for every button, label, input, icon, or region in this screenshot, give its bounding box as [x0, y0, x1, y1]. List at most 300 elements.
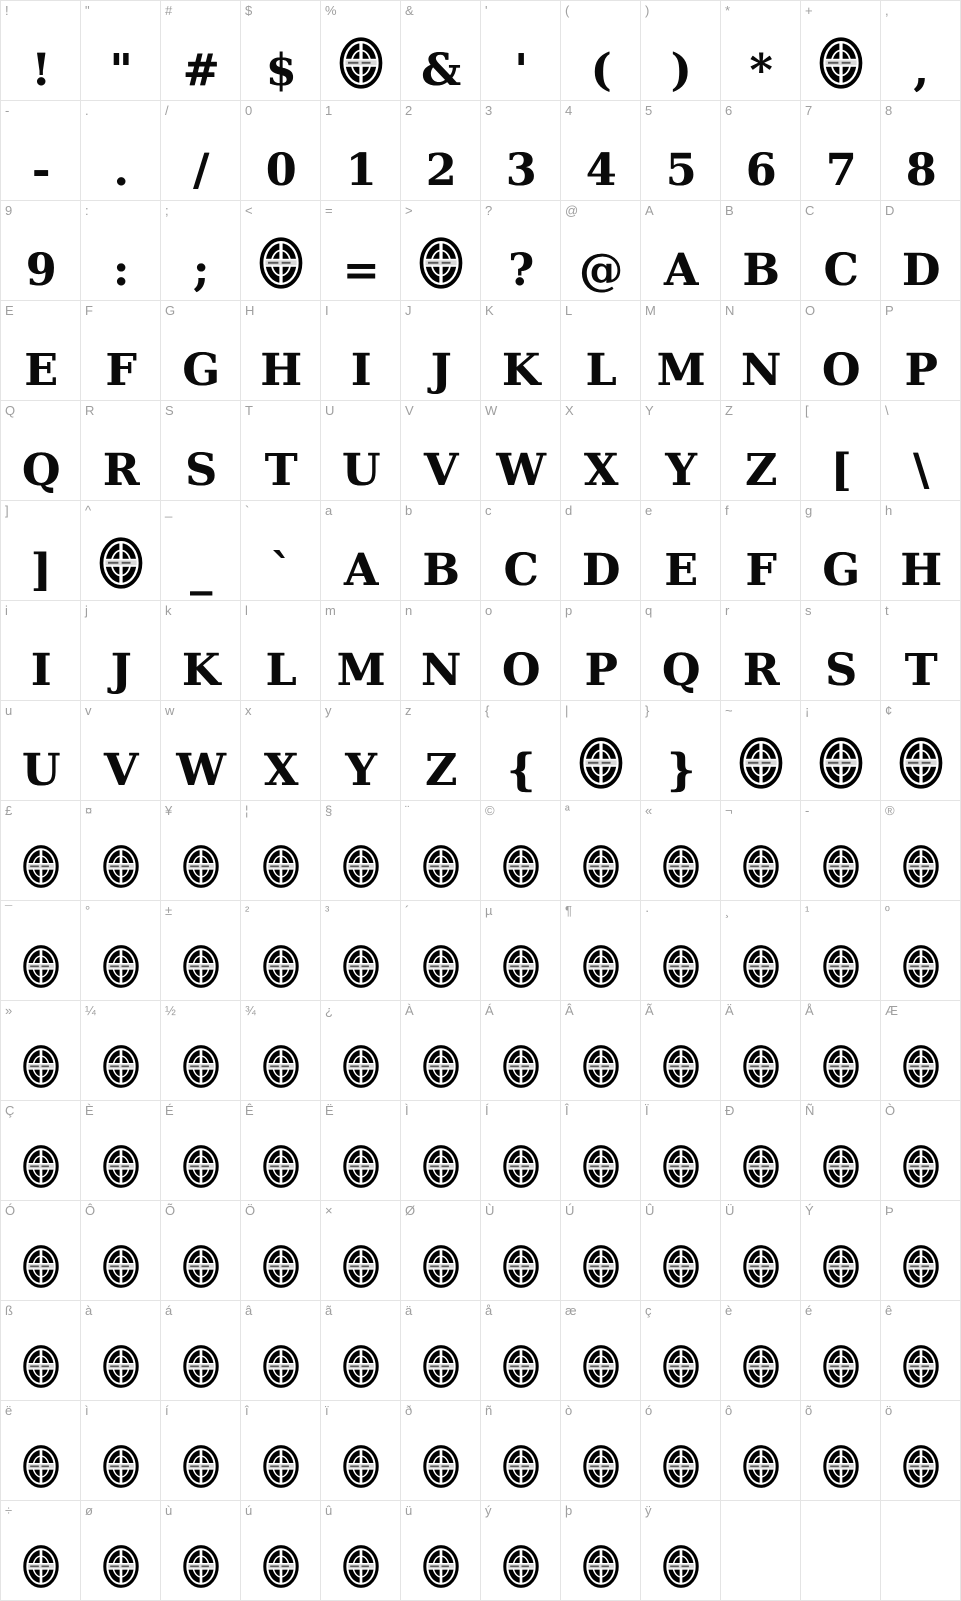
notdef-logo-icon [23, 1344, 59, 1389]
cell-label: × [325, 1203, 333, 1218]
cell-label: ; [165, 203, 169, 218]
notdef-logo-icon [343, 1544, 379, 1589]
cell-label: á [165, 1303, 173, 1318]
cell-glyph: : [112, 245, 129, 296]
cell-glyph: - [31, 145, 50, 196]
charmap-cell [321, 1201, 401, 1301]
charmap-cell [561, 1501, 641, 1601]
cell-label: Ã [645, 1003, 654, 1018]
notdef-logo-icon [818, 37, 864, 89]
cell-glyph: E [24, 345, 57, 396]
cell-label: Ì [405, 1103, 409, 1118]
charmap-cell [1, 1201, 81, 1301]
cell-label: ö [885, 1403, 893, 1418]
cell-glyph: } [666, 745, 695, 796]
cell-glyph: " [109, 45, 132, 96]
cell-label: ÿ [645, 1503, 652, 1518]
charmap-cell [401, 801, 481, 901]
cell-label: Ë [325, 1103, 334, 1118]
charmap-cell [481, 1401, 561, 1501]
cell-label: æ [565, 1303, 577, 1318]
cell-label: I [325, 303, 329, 318]
cell-glyph: A [663, 245, 698, 296]
charmap-cell [1, 701, 81, 801]
charmap-cell [241, 601, 321, 701]
charmap-cell [401, 1501, 481, 1601]
cell-glyph: K [181, 645, 220, 696]
cell-glyph: \ [912, 445, 929, 496]
charmap-cell [801, 1101, 881, 1201]
cell-label: ? [485, 203, 493, 218]
cell-glyph: P [584, 645, 617, 696]
charmap-cell [561, 1201, 641, 1301]
cell-label: ì [85, 1403, 89, 1418]
cell-label: c [485, 503, 492, 518]
notdef-logo-icon [743, 944, 779, 989]
charmap-cell [1, 1301, 81, 1401]
cell-label: r [725, 603, 730, 618]
charmap-cell [561, 101, 641, 201]
cell-label: í [165, 1403, 169, 1418]
charmap-cell [1, 301, 81, 401]
cell-label: ° [85, 903, 91, 918]
cell-label: V [405, 403, 414, 418]
cell-label: Z [725, 403, 733, 418]
charmap-cell [801, 1301, 881, 1401]
notdef-logo-icon [103, 1044, 139, 1089]
notdef-logo-icon [183, 844, 219, 889]
charmap-cell [81, 301, 161, 401]
cell-label: Á [485, 1003, 494, 1018]
cell-label: ë [5, 1403, 13, 1418]
cell-label: C [805, 203, 815, 218]
notdef-logo-icon [823, 844, 859, 889]
cell-label: ä [405, 1303, 413, 1318]
charmap-cell [401, 1101, 481, 1201]
charmap-cell [641, 401, 721, 501]
charmap-cell [641, 1401, 721, 1501]
charmap-cell [721, 301, 801, 401]
cell-label: è [725, 1303, 733, 1318]
notdef-logo-icon [663, 1044, 699, 1089]
charmap-cell [881, 401, 961, 501]
cell-glyph: ? [508, 245, 533, 296]
charmap-cell [881, 1501, 961, 1601]
cell-label: ù [165, 1503, 173, 1518]
charmap-cell [321, 1401, 401, 1501]
charmap-cell [401, 1, 481, 101]
charmap-cell [81, 1401, 161, 1501]
cell-label: º [885, 903, 890, 918]
cell-label: ´ [405, 903, 410, 918]
charmap-cell [561, 1, 641, 101]
charmap-cell [721, 1401, 801, 1501]
cell-label: · [645, 903, 650, 918]
cell-glyph: L [585, 345, 616, 396]
cell-glyph: H [260, 345, 301, 396]
cell-label: p [565, 603, 573, 618]
charmap-cell [561, 401, 641, 501]
cell-label: J [405, 303, 412, 318]
cell-label: d [565, 503, 573, 518]
cell-label: ô [725, 1403, 733, 1418]
notdef-logo-icon [903, 1144, 939, 1189]
charmap-cell [321, 1501, 401, 1601]
cell-glyph: I [30, 645, 51, 696]
cell-label: Ú [565, 1203, 575, 1218]
charmap-cell [401, 701, 481, 801]
notdef-logo-icon [423, 1044, 459, 1089]
cell-label: Ê [245, 1103, 254, 1118]
notdef-logo-icon [903, 944, 939, 989]
charmap-cell [1, 801, 81, 901]
charmap-cell [881, 301, 961, 401]
cell-glyph: 2 [425, 145, 456, 196]
charmap-cell [801, 1401, 881, 1501]
cell-glyph: 3 [505, 145, 536, 196]
notdef-logo-icon [258, 237, 304, 289]
charmap-cell [801, 101, 881, 201]
cell-glyph: V [423, 445, 458, 496]
charmap-cell [241, 801, 321, 901]
cell-label: ® [885, 803, 895, 818]
cell-glyph: V [103, 745, 138, 796]
cell-glyph: / [192, 145, 209, 196]
notdef-logo-icon [23, 1544, 59, 1589]
charmap-cell [161, 701, 241, 801]
charmap-cell [881, 501, 961, 601]
charmap-cell [801, 1201, 881, 1301]
notdef-logo-icon [743, 1044, 779, 1089]
charmap-cell [641, 201, 721, 301]
notdef-logo-icon [263, 844, 299, 889]
charmap-cell [161, 1101, 241, 1201]
cell-label: 9 [5, 203, 13, 218]
charmap-cell [321, 901, 401, 1001]
cell-label: ~ [725, 703, 733, 718]
cell-label: v [85, 703, 92, 718]
cell-label: ¹ [805, 903, 810, 918]
cell-label: ð [405, 1403, 413, 1418]
cell-glyph: U [21, 745, 60, 796]
charmap-cell [561, 1301, 641, 1401]
notdef-logo-icon [663, 1244, 699, 1289]
cell-label: ø [85, 1503, 93, 1518]
charmap-cell [241, 1, 321, 101]
charmap-cell [161, 1301, 241, 1401]
cell-glyph: ` [270, 545, 291, 596]
notdef-logo-icon [743, 1144, 779, 1189]
notdef-logo-icon [338, 37, 384, 89]
cell-label: ÷ [5, 1503, 13, 1518]
notdef-logo-icon [583, 1544, 619, 1589]
cell-label: ¤ [85, 803, 93, 818]
notdef-logo-icon [663, 1344, 699, 1389]
cell-glyph: O [821, 345, 860, 396]
charmap-cell [641, 701, 721, 801]
charmap-cell [881, 1101, 961, 1201]
cell-label: H [245, 303, 255, 318]
cell-label: ] [5, 503, 9, 518]
cell-label: , [885, 3, 889, 18]
cell-label: n [405, 603, 413, 618]
cell-label: P [885, 303, 894, 318]
notdef-logo-icon [583, 1444, 619, 1489]
charmap-cell [881, 801, 961, 901]
cell-label: G [165, 303, 176, 318]
notdef-logo-icon [738, 737, 784, 789]
cell-label: ` [245, 503, 250, 518]
cell-label: y [325, 703, 332, 718]
notdef-logo-icon [263, 1344, 299, 1389]
charmap-cell [321, 601, 401, 701]
cell-glyph: O [501, 645, 540, 696]
charmap-cell [881, 901, 961, 1001]
charmap-cell [641, 1301, 721, 1401]
cell-label: â [245, 1303, 253, 1318]
cell-label: þ [565, 1503, 573, 1518]
cell-label: 0 [245, 103, 253, 118]
notdef-logo-icon [503, 944, 539, 989]
cell-label: x [245, 703, 252, 718]
charmap-cell [161, 101, 241, 201]
notdef-logo-icon [743, 844, 779, 889]
charmap-cell [881, 1, 961, 101]
notdef-logo-icon [663, 944, 699, 989]
cell-label: F [85, 303, 93, 318]
cell-label: ï [325, 1403, 329, 1418]
charmap-cell [1, 101, 81, 201]
charmap-cell [721, 1001, 801, 1101]
cell-label: ¼ [85, 1003, 96, 1018]
charmap-cell [241, 301, 321, 401]
charmap-cell [161, 1201, 241, 1301]
notdef-logo-icon [263, 1544, 299, 1589]
charmap-cell [81, 1501, 161, 1601]
cell-label: _ [165, 503, 173, 518]
notdef-logo-icon [423, 1144, 459, 1189]
cell-label: Ù [485, 1203, 495, 1218]
cell-glyph: ! [31, 45, 50, 96]
cell-label: B [725, 203, 734, 218]
charmap-cell [481, 701, 561, 801]
charmap-cell [161, 801, 241, 901]
cell-label: ê [885, 1303, 893, 1318]
cell-label: Ä [725, 1003, 734, 1018]
cell-glyph: X [263, 745, 298, 796]
cell-glyph: R [102, 445, 139, 496]
charmap-cell [401, 401, 481, 501]
cell-glyph: D [901, 245, 940, 296]
charmap-cell [81, 1, 161, 101]
cell-glyph: J [430, 345, 451, 396]
cell-label: õ [805, 1403, 813, 1418]
notdef-logo-icon [743, 1344, 779, 1389]
charmap-cell [481, 901, 561, 1001]
notdef-logo-icon [818, 737, 864, 789]
notdef-logo-icon [583, 1044, 619, 1089]
charmap-cell [561, 501, 641, 601]
notdef-logo-icon [583, 944, 619, 989]
cell-label: L [565, 303, 573, 318]
cell-label: O [805, 303, 816, 318]
cell-label: t [885, 603, 889, 618]
cell-glyph: = [342, 245, 379, 296]
cell-label: £ [5, 803, 13, 818]
cell-label: µ [485, 903, 493, 918]
cell-glyph: X [583, 445, 618, 496]
cell-label: | [565, 703, 569, 718]
charmap-cell [241, 1501, 321, 1601]
cell-glyph: T [904, 645, 937, 696]
cell-label: ü [405, 1503, 413, 1518]
charmap-cell [881, 601, 961, 701]
charmap-cell [481, 101, 561, 201]
notdef-logo-icon [503, 1544, 539, 1589]
charmap-cell [401, 301, 481, 401]
cell-glyph: & [421, 45, 460, 96]
cell-label: f [725, 503, 729, 518]
charmap-cell [641, 601, 721, 701]
cell-label: 3 [485, 103, 493, 118]
cell-label: Å [805, 1003, 814, 1018]
cell-label: Q [5, 403, 16, 418]
notdef-logo-icon [903, 1244, 939, 1289]
notdef-logo-icon [343, 1344, 379, 1389]
cell-label: È [85, 1103, 94, 1118]
charmap-cell [801, 1501, 881, 1601]
charmap-cell [481, 401, 561, 501]
notdef-logo-icon [343, 1244, 379, 1289]
notdef-logo-icon [743, 1444, 779, 1489]
cell-label: Â [565, 1003, 574, 1018]
charmap-cell [481, 1501, 561, 1601]
notdef-logo-icon [263, 1044, 299, 1089]
cell-glyph: M [656, 345, 705, 396]
notdef-logo-icon [23, 1144, 59, 1189]
charmap-cell [161, 1401, 241, 1501]
charmap-cell [641, 101, 721, 201]
cell-label: q [645, 603, 653, 618]
cell-label: û [325, 1503, 333, 1518]
cell-label: [ [805, 403, 809, 418]
cell-glyph: 6 [745, 145, 776, 196]
notdef-logo-icon [343, 1444, 379, 1489]
cell-label: e [645, 503, 653, 518]
cell-glyph: N [420, 645, 461, 696]
cell-label: Î [565, 1103, 569, 1118]
cell-label: T [245, 403, 253, 418]
cell-glyph: * [749, 45, 772, 96]
notdef-logo-icon [103, 944, 139, 989]
notdef-logo-icon [23, 844, 59, 889]
charmap-cell [81, 701, 161, 801]
charmap-cell [161, 1001, 241, 1101]
cell-label: Ó [5, 1203, 16, 1218]
cell-label: } [645, 703, 650, 718]
cell-glyph: 8 [905, 145, 936, 196]
cell-label: ) [645, 3, 650, 18]
charmap-cell [721, 1101, 801, 1201]
cell-label: ¢ [885, 703, 893, 718]
cell-glyph: ' [514, 45, 527, 96]
notdef-logo-icon [503, 1344, 539, 1389]
cell-label: + [805, 3, 813, 18]
notdef-logo-icon [103, 844, 139, 889]
cell-label: m [325, 603, 336, 618]
cell-glyph: B [742, 245, 779, 296]
charmap-cell [81, 1201, 161, 1301]
cell-label: R [85, 403, 95, 418]
charmap-cell [321, 1101, 401, 1201]
charmap-cell [481, 801, 561, 901]
cell-label: S [165, 403, 174, 418]
charmap-cell [721, 701, 801, 801]
cell-label: Ý [805, 1203, 814, 1218]
cell-label: Ø [405, 1203, 416, 1218]
cell-label: # [165, 3, 173, 18]
cell-label: » [5, 1003, 13, 1018]
cell-glyph: Y [665, 445, 696, 496]
cell-glyph: , [913, 45, 928, 96]
cell-glyph: M [336, 645, 385, 696]
cell-label: É [165, 1103, 174, 1118]
charmap-cell [81, 801, 161, 901]
cell-label: W [485, 403, 498, 418]
charmap-cell [721, 1, 801, 101]
notdef-logo-icon [343, 1044, 379, 1089]
notdef-logo-icon [183, 1044, 219, 1089]
cell-glyph: 0 [265, 145, 296, 196]
charmap-cell [481, 1, 561, 101]
cell-glyph: D [581, 545, 620, 596]
charmap-cell [721, 1501, 801, 1601]
cell-glyph: ( [590, 45, 611, 96]
cell-label: z [405, 703, 412, 718]
charmap-cell [481, 1001, 561, 1101]
cell-label: Æ [885, 1003, 898, 1018]
charmap-cell [321, 1301, 401, 1401]
charmap-cell [561, 701, 641, 801]
cell-glyph: S [825, 645, 856, 696]
charmap-cell [721, 901, 801, 1001]
cell-label: E [5, 303, 14, 318]
cell-glyph: Z [744, 445, 777, 496]
cell-label: ¬ [725, 803, 733, 818]
charmap-cell [801, 801, 881, 901]
cell-label: Û [645, 1203, 655, 1218]
notdef-logo-icon [418, 237, 464, 289]
charmap-cell [401, 101, 481, 201]
charmap-cell [641, 1001, 721, 1101]
cell-glyph: W [496, 445, 545, 496]
charmap-cell [721, 401, 801, 501]
cell-label: * [725, 3, 731, 18]
charmap-cell [161, 501, 241, 601]
notdef-logo-icon [98, 537, 144, 589]
charmap-cell [881, 1001, 961, 1101]
notdef-logo-icon [183, 1244, 219, 1289]
cell-label: ó [645, 1403, 653, 1418]
cell-glyph: Z [424, 745, 457, 796]
charmap-cell [81, 501, 161, 601]
notdef-logo-icon [103, 1544, 139, 1589]
notdef-logo-icon [183, 1344, 219, 1389]
charmap-cell [561, 301, 641, 401]
charmap-cell [481, 1201, 561, 1301]
cell-label: ¿ [325, 1003, 333, 1018]
charmap-cell [81, 601, 161, 701]
